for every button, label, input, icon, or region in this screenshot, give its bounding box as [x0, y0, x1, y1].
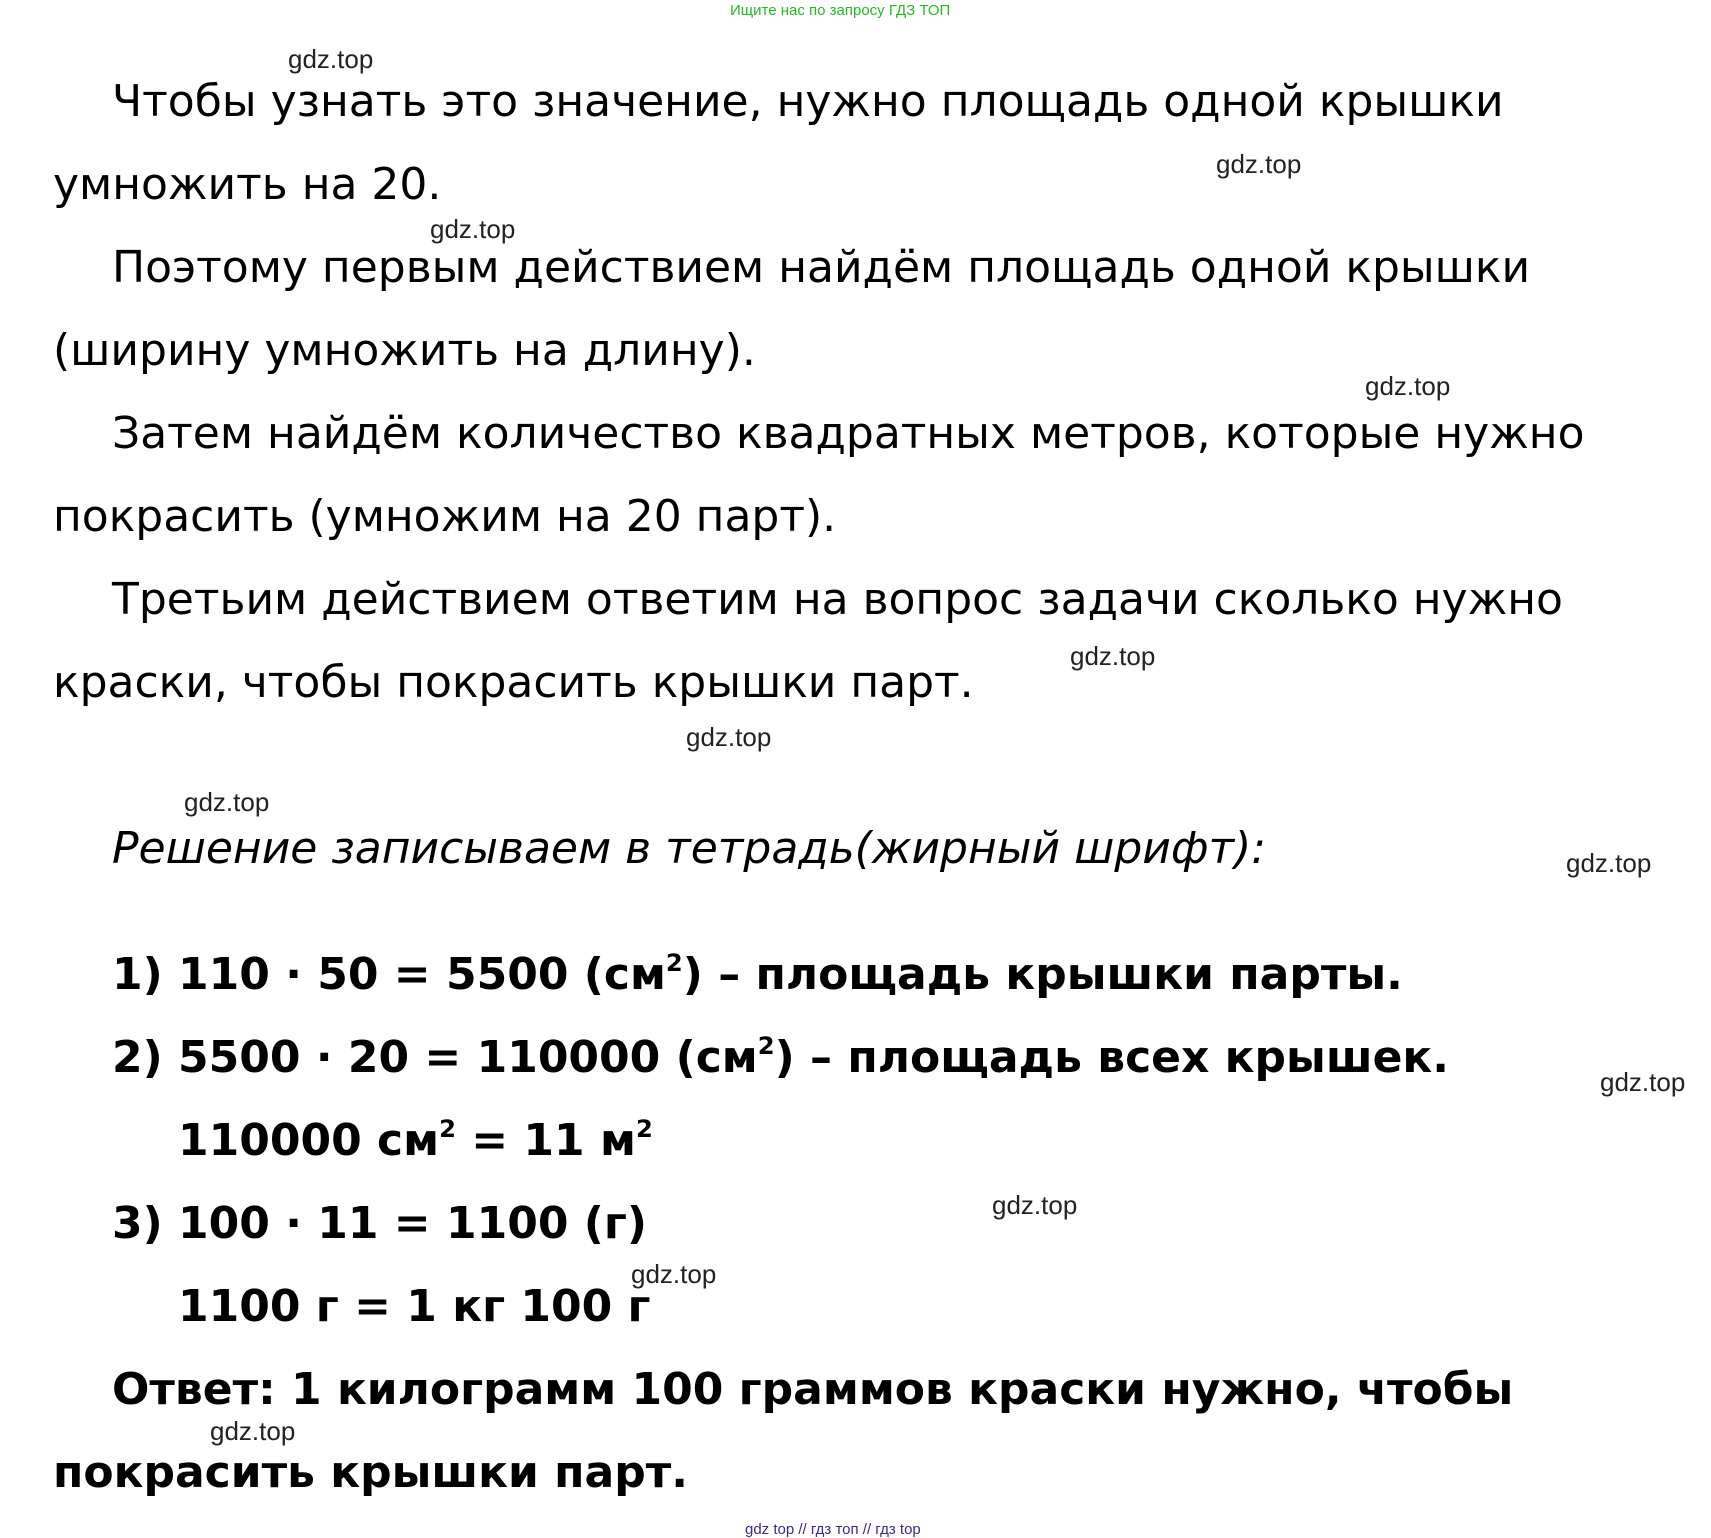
watermark: gdz.top	[1070, 641, 1156, 671]
watermark: gdz.top	[1216, 149, 1302, 179]
watermark: gdz.top	[1600, 1067, 1686, 1097]
explanation-line: Поэтому первым действием найдём площадь одной крышки	[112, 242, 1531, 293]
watermark: gdz.top	[430, 214, 516, 244]
unit-conversion-mass: 1100 г = 1 кг 100 г	[178, 1281, 651, 1332]
answer-line: Ответ: 1 килограмм 100 граммов краски нужно, чтобы	[112, 1364, 1514, 1415]
watermark: gdz.top	[184, 787, 270, 817]
watermark: gdz.top	[686, 722, 772, 752]
explanation-line: Чтобы узнать это значение, нужно площадь одной крышки	[112, 76, 1504, 127]
solution-step-2: 2) 5500 · 20 = 110000 $(см^2)$ – площадь всех крышек.	[112, 1031, 1449, 1083]
solution-step-3: 3) 100 · 11 = 1100 (г)	[112, 1198, 647, 1249]
top-banner: Ищите нас по запросу ГДЗ ТОП	[730, 2, 951, 19]
explanation-line: покрасить (умножим на 20 парт).	[53, 491, 837, 542]
bottom-banner: gdz top // гдз топ // гдз top	[745, 1521, 921, 1538]
explanation-line: Затем найдём количество квадратных метров, которые нужно	[112, 408, 1585, 459]
explanation-line: Третьим действием ответим на вопрос задачи сколько нужно	[112, 574, 1563, 625]
watermark: gdz.top	[1566, 848, 1652, 878]
explanation-line: краски, чтобы покрасить крышки парт.	[53, 657, 974, 708]
solution-step-1: 1) 110 · 50 = 5500 $(см^2)$ – площадь крышки парты.	[112, 948, 1403, 1000]
solution-heading: Решение записываем в тетрадь(жирный шрифт):	[112, 823, 1267, 874]
answer-line: покрасить крышки парт.	[53, 1447, 688, 1498]
unit-conversion-area: 110000 $см^2 = 11$ $м^2$	[178, 1114, 653, 1166]
watermark: gdz.top	[992, 1190, 1078, 1220]
explanation-line: (ширину умножить на длину).	[53, 325, 756, 376]
watermark: gdz.top	[631, 1259, 717, 1289]
watermark: gdz.top	[1365, 371, 1451, 401]
explanation-line: умножить на 20.	[53, 159, 442, 210]
watermark: gdz.top	[288, 44, 374, 74]
watermark: gdz.top	[210, 1416, 296, 1446]
